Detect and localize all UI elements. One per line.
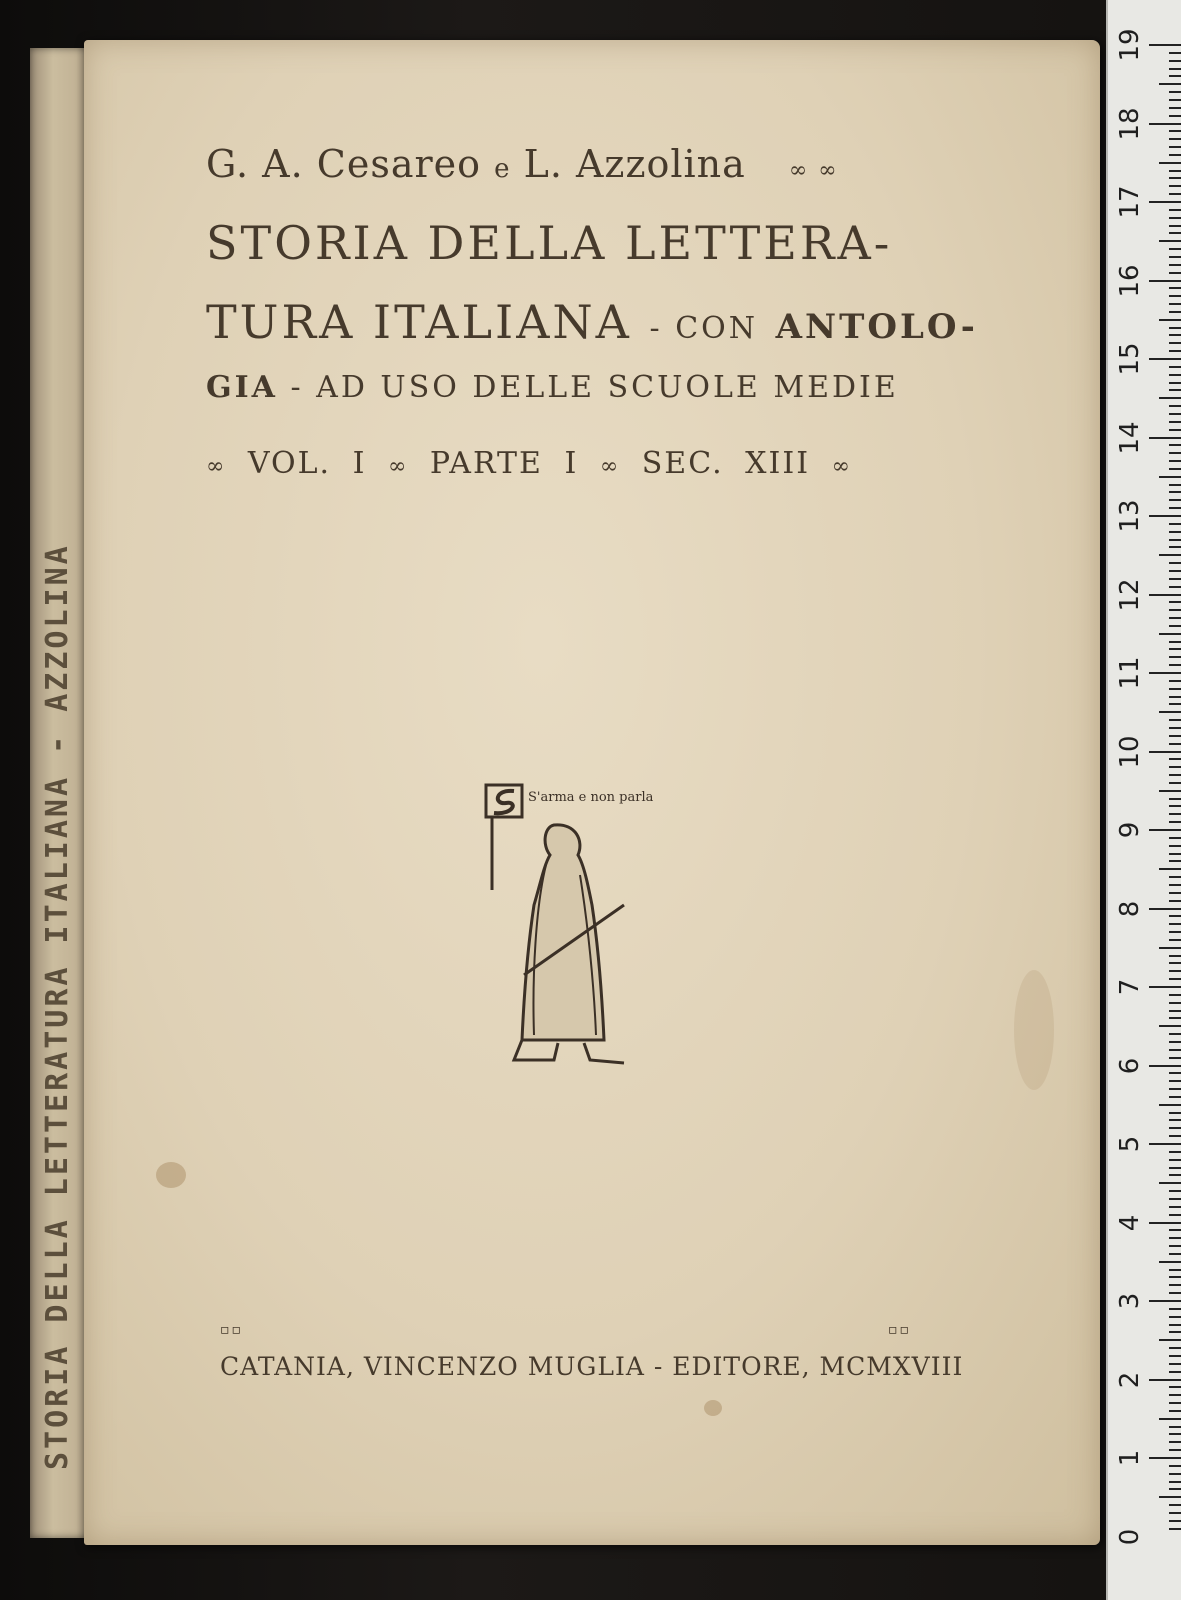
ruler-tick — [1169, 625, 1181, 627]
ruler-tick — [1169, 75, 1181, 77]
ruler-tick — [1169, 350, 1181, 352]
ruler-tick — [1169, 641, 1181, 643]
ruler-tick — [1149, 515, 1181, 517]
ruler-tick — [1169, 1504, 1181, 1506]
ruler-tick — [1169, 845, 1181, 847]
ruler-tick — [1169, 798, 1181, 800]
ruler-tick — [1169, 1135, 1181, 1137]
ruler-tick — [1169, 680, 1181, 682]
ruler-number: 16 — [1115, 263, 1145, 298]
ruler-tick — [1169, 1119, 1181, 1121]
author-conjunction: e — [494, 154, 511, 184]
ruler-tick — [1169, 821, 1181, 823]
ruler-tick — [1169, 209, 1181, 211]
ornament-icon: ∞ — [388, 454, 409, 479]
ruler-tick — [1169, 1433, 1181, 1435]
ruler-number: 7 — [1115, 978, 1145, 996]
ruler-tick — [1169, 444, 1181, 446]
publisher-mark-right: ▫▫ — [888, 1322, 911, 1338]
ruler-tick — [1159, 1182, 1181, 1184]
ruler-tick — [1159, 1104, 1181, 1106]
ruler-tick — [1169, 931, 1181, 933]
ruler-tick — [1169, 539, 1181, 541]
ruler-tick — [1169, 860, 1181, 862]
ruler-tick — [1169, 1410, 1181, 1412]
ruler-tick — [1169, 1284, 1181, 1286]
ruler-tick — [1169, 955, 1181, 957]
ruler-number: 1 — [1115, 1449, 1145, 1467]
ruler-tick — [1149, 829, 1181, 831]
ruler-tick — [1159, 868, 1181, 870]
ruler-tick — [1169, 170, 1181, 172]
ruler-tick — [1159, 319, 1181, 321]
ruler-number: 5 — [1115, 1135, 1145, 1153]
ruler-number: 17 — [1115, 185, 1145, 219]
ruler-tick — [1169, 507, 1181, 509]
ruler-tick — [1169, 452, 1181, 454]
ruler-tick — [1169, 1017, 1181, 1019]
ruler-tick — [1169, 382, 1181, 384]
ruler-tick — [1169, 1426, 1181, 1428]
publisher-line: CATANIA, VINCENZO MUGLIA - EDITORE, MCMXVIII — [220, 1352, 964, 1381]
ruler-tick — [1169, 491, 1181, 493]
ruler-tick — [1169, 884, 1181, 886]
ruler-tick — [1169, 1049, 1181, 1051]
ruler-tick — [1169, 1080, 1181, 1082]
ruler-tick — [1169, 389, 1181, 391]
ruler-tick — [1169, 468, 1181, 470]
ruler-tick — [1169, 1057, 1181, 1059]
ruler-tick — [1169, 758, 1181, 760]
ruler-tick — [1169, 962, 1181, 964]
ruler-number: 2 — [1115, 1371, 1145, 1388]
ruler-tick — [1169, 405, 1181, 407]
ruler-number: 12 — [1115, 577, 1145, 612]
ruler-tick — [1169, 99, 1181, 101]
ruler-number: 19 — [1115, 28, 1145, 62]
ruler-tick — [1169, 1355, 1181, 1357]
ruler-tick — [1169, 853, 1181, 855]
ruler-number: 3 — [1115, 1292, 1145, 1310]
volume-number: VOL. I — [247, 446, 367, 481]
ruler-tick — [1149, 44, 1181, 46]
ruler-tick — [1169, 782, 1181, 784]
ruler-tick — [1169, 499, 1181, 501]
ruler-tick — [1149, 201, 1181, 203]
ruler-tick — [1169, 609, 1181, 611]
ruler-tick — [1159, 83, 1181, 85]
ruler-tick — [1169, 232, 1181, 234]
ruler-tick — [1149, 1222, 1181, 1224]
ruler-tick — [1169, 1308, 1181, 1310]
title-main: TURA ITALIANA — [206, 295, 632, 349]
ruler-tick — [1169, 523, 1181, 525]
ruler-tick — [1169, 1520, 1181, 1522]
ruler-tick — [1149, 986, 1181, 988]
ruler-tick — [1149, 1300, 1181, 1302]
ruler-number: 14 — [1115, 420, 1145, 455]
ruler-tick — [1169, 1394, 1181, 1396]
ruler-tick — [1169, 648, 1181, 650]
ruler-tick — [1169, 703, 1181, 705]
century: SEC. XIII — [641, 446, 811, 481]
ruler-tick — [1159, 476, 1181, 478]
ruler-tick — [1169, 1190, 1181, 1192]
ruler-tick — [1169, 727, 1181, 729]
ruler-tick — [1149, 1065, 1181, 1067]
ruler-tick — [1169, 52, 1181, 54]
ruler-tick — [1149, 358, 1181, 360]
ruler-tick — [1169, 1441, 1181, 1443]
ruler-tick — [1169, 656, 1181, 658]
ornament-icon: ∞ — [599, 454, 621, 479]
ruler-tick — [1169, 664, 1181, 666]
ruler-tick — [1159, 711, 1181, 713]
ruler-tick — [1169, 892, 1181, 894]
ruler-tick — [1169, 1088, 1181, 1090]
ruler-number: 4 — [1115, 1214, 1145, 1231]
ruler-tick — [1169, 1229, 1181, 1231]
dante-figure-illustration — [484, 775, 664, 1075]
ruler-tick — [1169, 923, 1181, 925]
ruler-tick — [1149, 1143, 1181, 1145]
authors-line — [206, 142, 839, 186]
ruler-tick — [1169, 1316, 1181, 1318]
stain-spot — [1014, 970, 1054, 1090]
title-antolo: ANTOLO- — [775, 307, 978, 347]
ruler-tick — [1169, 1127, 1181, 1129]
ruler-tick — [1159, 1418, 1181, 1420]
ruler-tick — [1169, 1512, 1181, 1514]
ruler-tick — [1149, 908, 1181, 910]
ruler-tick — [1169, 115, 1181, 117]
ruler-tick — [1169, 805, 1181, 807]
ruler-tick — [1169, 1292, 1181, 1294]
ruler-tick — [1149, 672, 1181, 674]
measuring-ruler — [1106, 0, 1181, 1600]
stain-spot — [704, 1400, 722, 1416]
ornament-icon: ∞ ∞ — [788, 158, 839, 183]
ruler-tick — [1159, 397, 1181, 399]
ruler-tick — [1169, 837, 1181, 839]
ruler-tick — [1169, 374, 1181, 376]
ornament-icon: ∞ — [831, 454, 852, 479]
ruler-tick — [1169, 696, 1181, 698]
ruler-tick — [1169, 1198, 1181, 1200]
ruler-tick — [1169, 1324, 1181, 1326]
ruler-tick — [1169, 327, 1181, 329]
ruler-tick — [1169, 193, 1181, 195]
ruler-tick — [1169, 91, 1181, 93]
ruler-tick — [1169, 570, 1181, 572]
ruler-tick — [1169, 1528, 1181, 1530]
book-cover — [84, 40, 1100, 1545]
ruler-number: 11 — [1115, 656, 1145, 690]
ruler-tick — [1169, 900, 1181, 902]
ruler-tick — [1169, 1041, 1181, 1043]
ruler-tick — [1169, 484, 1181, 486]
ruler-number: 6 — [1115, 1057, 1145, 1074]
title-line-3 — [206, 370, 899, 405]
ruler-tick — [1159, 1339, 1181, 1341]
ruler-tick — [1159, 1496, 1181, 1498]
ruler-tick — [1169, 68, 1181, 70]
ruler-tick — [1169, 688, 1181, 690]
ruler-tick — [1169, 1072, 1181, 1074]
ruler-tick — [1159, 1261, 1181, 1263]
ruler-tick — [1169, 546, 1181, 548]
ruler-tick — [1169, 743, 1181, 745]
ruler-tick — [1169, 939, 1181, 941]
ruler-tick — [1169, 766, 1181, 768]
illustration-caption: S'arma e non parla — [528, 790, 654, 805]
title-subtitle: - AD USO DELLE SCUOLE MEDIE — [290, 370, 899, 405]
ruler-tick — [1169, 1237, 1181, 1239]
ruler-number: 0 — [1115, 1528, 1145, 1545]
ruler-tick — [1169, 303, 1181, 305]
ruler-tick — [1169, 719, 1181, 721]
ruler-tick — [1169, 264, 1181, 266]
ruler-tick — [1169, 1096, 1181, 1098]
ruler-tick — [1169, 217, 1181, 219]
ruler-number: 8 — [1115, 900, 1145, 917]
ruler-tick — [1169, 1167, 1181, 1169]
ruler-tick — [1169, 460, 1181, 462]
title-line-1: STORIA DELLA LETTERA- — [206, 216, 893, 270]
ruler-tick — [1159, 162, 1181, 164]
ruler-tick — [1169, 1002, 1181, 1004]
ruler-tick — [1169, 1276, 1181, 1278]
author-second: L. Azzolina — [523, 142, 746, 186]
ruler-tick — [1169, 429, 1181, 431]
ruler-tick — [1169, 617, 1181, 619]
ruler-tick — [1169, 978, 1181, 980]
ruler-tick — [1169, 366, 1181, 368]
ruler-tick — [1169, 146, 1181, 148]
ruler-tick — [1169, 256, 1181, 258]
ruler-tick — [1169, 177, 1181, 179]
ruler-tick — [1169, 421, 1181, 423]
ruler-tick — [1169, 1371, 1181, 1373]
ruler-tick — [1169, 60, 1181, 62]
ruler-tick — [1169, 130, 1181, 132]
ruler-tick — [1169, 413, 1181, 415]
ruler-number: 13 — [1115, 499, 1145, 533]
ruler-tick — [1169, 735, 1181, 737]
title-gia: GIA — [206, 370, 278, 405]
ruler-tick — [1169, 1033, 1181, 1035]
ruler-tick — [1169, 994, 1181, 996]
ruler-tick — [1169, 1363, 1181, 1365]
stain-spot — [156, 1162, 186, 1188]
ruler-tick — [1169, 248, 1181, 250]
ruler-tick — [1169, 1481, 1181, 1483]
ruler-tick — [1159, 1025, 1181, 1027]
ruler-tick — [1149, 594, 1181, 596]
ruler-tick — [1169, 1112, 1181, 1114]
ruler-tick — [1159, 947, 1181, 949]
ruler-tick — [1169, 1151, 1181, 1153]
ruler-tick — [1169, 287, 1181, 289]
ruler-tick — [1169, 876, 1181, 878]
ruler-tick — [1169, 531, 1181, 533]
ruler-tick — [1169, 915, 1181, 917]
ruler-tick — [1159, 240, 1181, 242]
ruler-tick — [1169, 1488, 1181, 1490]
ruler-tick — [1169, 138, 1181, 140]
ruler-tick — [1169, 107, 1181, 109]
ruler-tick — [1169, 185, 1181, 187]
ruler-tick — [1169, 225, 1181, 227]
ruler-tick — [1169, 774, 1181, 776]
ruler-tick — [1169, 1245, 1181, 1247]
ruler-tick — [1149, 751, 1181, 753]
ruler-number: 15 — [1115, 342, 1145, 376]
title-line-2 — [206, 295, 978, 349]
ruler-tick — [1169, 154, 1181, 156]
part-number: PARTE I — [429, 446, 579, 481]
ruler-tick — [1149, 1379, 1181, 1381]
ruler-tick — [1169, 1010, 1181, 1012]
ruler-tick — [1169, 295, 1181, 297]
author-first: G. A. Cesareo — [206, 142, 482, 186]
ruler-tick — [1169, 1465, 1181, 1467]
ruler-number: 18 — [1115, 106, 1145, 141]
ruler-tick — [1149, 1457, 1181, 1459]
ruler-tick — [1149, 437, 1181, 439]
ruler-tick — [1169, 562, 1181, 564]
ruler-tick — [1169, 1214, 1181, 1216]
ruler-tick — [1169, 311, 1181, 313]
ornament-icon: ∞ — [206, 454, 227, 479]
ruler-tick — [1169, 586, 1181, 588]
ruler-tick — [1169, 601, 1181, 603]
ruler-tick — [1169, 1159, 1181, 1161]
publisher-mark-left: ▫▫ — [220, 1322, 243, 1338]
ruler-tick — [1169, 1206, 1181, 1208]
ruler-tick — [1169, 1269, 1181, 1271]
spine-title: STORIA DELLA LETTERATURA ITALIANA - AZZOLINA — [40, 543, 75, 1470]
ruler-tick — [1169, 272, 1181, 274]
ruler-tick — [1169, 1386, 1181, 1388]
volume-line — [206, 446, 852, 481]
ruler-tick — [1169, 1449, 1181, 1451]
ruler-tick — [1169, 970, 1181, 972]
ruler-tick — [1159, 790, 1181, 792]
ruler-tick — [1169, 1473, 1181, 1475]
ruler-tick — [1169, 334, 1181, 336]
ruler-tick — [1169, 1174, 1181, 1176]
ruler-number: 10 — [1115, 734, 1145, 769]
ruler-tick — [1169, 1402, 1181, 1404]
ruler-tick — [1149, 123, 1181, 125]
ruler-tick — [1159, 554, 1181, 556]
ruler-tick — [1169, 1253, 1181, 1255]
ruler-tick — [1169, 1331, 1181, 1333]
ruler-tick — [1159, 633, 1181, 635]
ruler-tick — [1149, 280, 1181, 282]
ruler-number: 9 — [1115, 821, 1145, 839]
ruler-tick — [1169, 813, 1181, 815]
ruler-tick — [1169, 1347, 1181, 1349]
ruler-tick — [1169, 342, 1181, 344]
ruler-tick — [1169, 578, 1181, 580]
title-con: - CON — [649, 311, 758, 346]
